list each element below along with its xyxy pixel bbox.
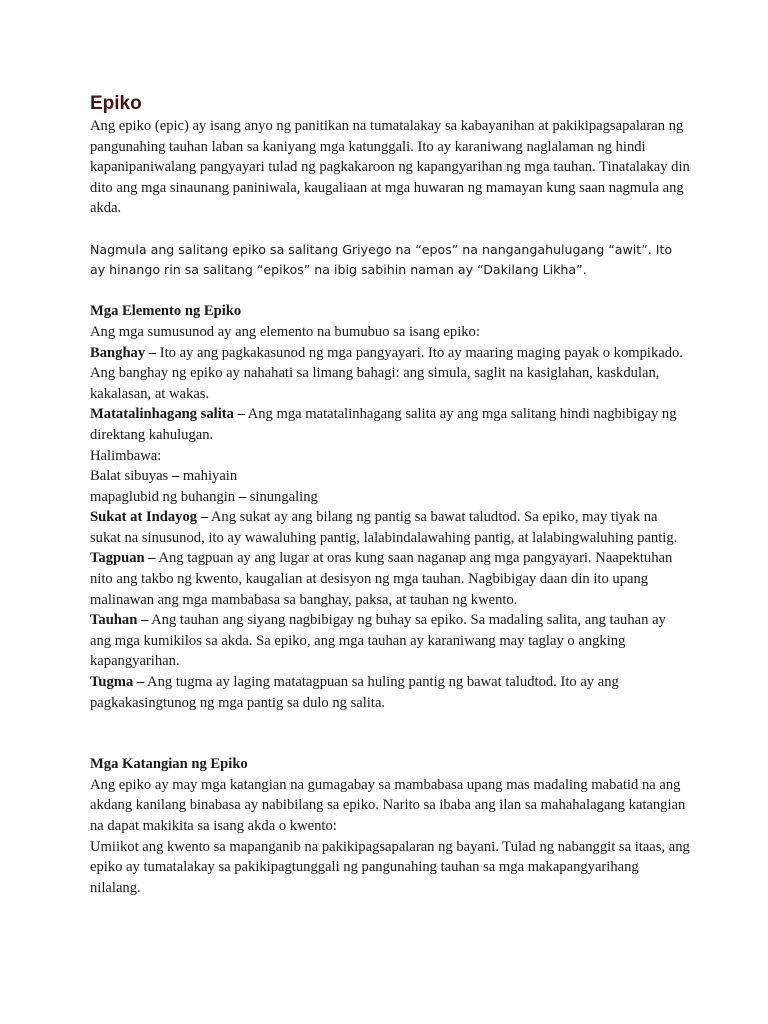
- element-text: Ito ay ang pagkakasunod ng mga pangyayari. Ito ay maaring maging payak o kompikado. Ang banghay ng epiko ay nahahati sa limang bahagi: ang simula, saglit na kasiglahan, kaskdulan, kakalasan, at wakas.: [90, 344, 683, 402]
- elements-lead: Ang mga sumusunod ay ang elemento na bumubuo sa isang epiko:: [90, 323, 480, 340]
- element-term: Tagpuan –: [90, 550, 156, 567]
- element-text: Ang mga matatalinhagang salita ay ang mga salitang hindi nagbibigay ng direktang kahulugan.: [90, 406, 677, 443]
- element-text: Ang tauhan ang siyang nagbibigay ng buhay sa epiko. Sa madaling salita, ang tauhan ay ang mga kumikilos sa akda. Sa epiko, ang mga tauhan ay karaniwang may taglay o angking kapangyarihan.: [90, 612, 666, 670]
- elements-heading: Mga Elemento ng Epiko: [90, 303, 242, 320]
- element-matatalinhaga: [90, 404, 690, 445]
- element-tauhan: [90, 610, 690, 672]
- characteristics-lead: Ang epiko ay may mga katangian na gumagabay sa mambabasa upang mas madaling mabatid na ang akdang kanilang binabasa ay nabibilang sa epiko. Narito sa ibaba ang ilan sa mahahalagang katangian na dapat makikita sa isang akda o kwento:: [90, 776, 686, 834]
- origin-paragraph: Nagmula ang salitang epiko sa salitang Griyego na “epos” na nangangahulugang “awit”. Ito ay hinango rin sa salitang “epikos” na ibig sabihin naman ay “Dakilang Likha”.: [90, 241, 673, 278]
- element-text: Ang tugma ay laging matatagpuan sa huling pantig ng bawat taludtod. Ito ay ang pagkakasingtunog ng mga pantig sa dulo ng salita.: [90, 674, 619, 711]
- element-term: Matatalinhagang salita –: [90, 406, 245, 423]
- example-item: Balat sibuyas – mahiyain: [90, 468, 238, 485]
- element-term: Banghay –: [90, 344, 157, 361]
- document-page: [90, 92, 690, 898]
- element-sukat: [90, 507, 690, 548]
- characteristics-heading: Mga Katangian ng Epiko: [90, 756, 248, 773]
- element-banghay: [90, 343, 690, 405]
- element-text: Ang tagpuan ay ang lugar at oras kung saan naganap ang mga pangyayari. Naapektuhan nito ang takbo ng kwento, kaugalian at desisyon ng mga tauhan. Nagbibigay daan din ito upang malinawan ang mga mambabasa sa banghay, paksa, at tauhan ng kwento.: [90, 550, 673, 608]
- intro-paragraph: Ang epiko (epic) ay isang anyo ng panitikan na tumatalakay sa kabayanihan at pakikipagsapalaran ng pangunahing tauhan laban sa kaniyang mga katunggali. Ito ay karaniwang naglalaman ng hindi kapanipaniwalang pangyayari tulad ng pagkakaroon ng kapangyarihan ng mga tauhan. Tinatalakay din dito ang mga sinaunang paniniwala, kaugaliaan at mga huwaran ng mamayan kung saan nagmula ang akda.: [90, 118, 690, 217]
- page-title: Epiko: [90, 93, 142, 114]
- element-text: Ang sukat ay ang bilang ng pantig sa bawat taludtod. Sa epiko, may tiyak na sukat na sinusunod, ito ay wawaluhing pantig, lalabindalawahing pantig, at lalabingwaluhing pantig.: [90, 509, 678, 546]
- element-term: Tauhan –: [90, 612, 149, 629]
- element-tagpuan: [90, 548, 690, 610]
- element-tugma: [90, 672, 690, 713]
- element-term: Tugma –: [90, 674, 145, 691]
- element-term: Sukat at Indayog –: [90, 509, 209, 526]
- characteristics-item: Umiikot ang kwento sa mapanganib na pakikipagsapalaran ng bayani. Tulad ng nabanggit sa itaas, ang epiko ay tumatalakay sa pakikipagtunggali ng pangunahing tauhan sa mga makapangyarihang nilalang.: [90, 838, 690, 896]
- example-item: mapaglubid ng buhangin – sinungaling: [90, 488, 318, 505]
- example-label: Halimbawa:: [90, 447, 162, 464]
